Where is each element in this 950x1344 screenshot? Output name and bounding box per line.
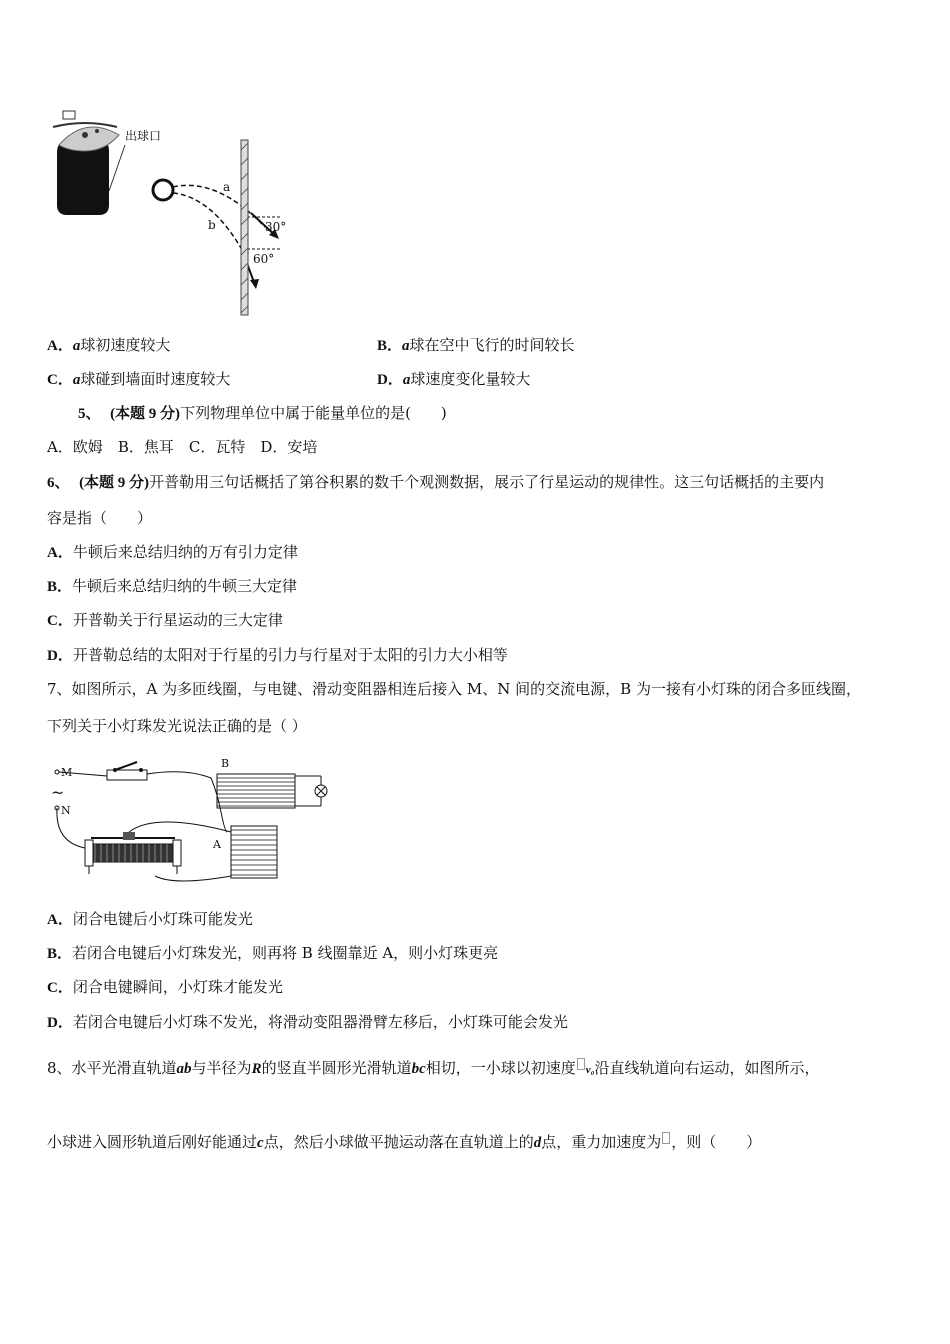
ac-symbol: ~ [51, 783, 65, 802]
rheostat [85, 832, 181, 874]
q5-question: 5、 (本题 9 分)下列物理单位中属于能量单位的是( ) [78, 404, 447, 422]
q7-option-d[interactable]: D．若闭合电键后小灯珠不发光，将滑动变阻器滑臂左移后，小灯珠可能会发光 [47, 1013, 568, 1031]
path-a-label: a [223, 180, 231, 194]
coil-a-label: A [213, 838, 221, 851]
wall [241, 140, 248, 315]
q6-option-d[interactable]: D．开普勒总结的太阳对于行星的引力与行星对于太阳的引力大小相等 [47, 646, 508, 664]
q7-question-line1: 7、如图所示，A 为多匝线圈，与电键、滑动变阻器相连后接入 M、N 间的交流电源，B 为一接有小灯珠的闭合多匝线圈， [47, 680, 861, 698]
coil-circuit-figure [45, 752, 335, 892]
projectile-figure [45, 105, 310, 320]
exit-label: 出球口 [125, 129, 162, 143]
angle-60-label: 60° [253, 252, 275, 266]
q4-option-d[interactable]: D．a球速度变化量较大 [377, 370, 531, 388]
coil-b-label: B [221, 757, 230, 770]
path-a [173, 185, 265, 227]
q7-option-b[interactable]: B．若闭合电键后小灯珠发光，则再将 B 线圈靠近 A，则小灯珠更亮 [47, 944, 499, 962]
q7-option-c[interactable]: C．闭合电键瞬间，小灯珠才能发光 [47, 978, 283, 996]
terminal-m-label: M [61, 766, 73, 779]
missing-glyph [662, 1132, 670, 1144]
coil-b [217, 757, 327, 808]
q4-option-c[interactable]: C．a球碰到墙面时速度较大 [47, 370, 231, 388]
q6-question-line2: 容是指（ ） [47, 509, 153, 527]
q4-option-a[interactable]: A．a球初速度较大 [47, 336, 171, 354]
q4-option-b[interactable]: B．a球在空中飞行的时间较长 [377, 336, 575, 354]
ball [153, 180, 173, 200]
path-b-label: b [208, 218, 216, 232]
q8-question-line2: 小球进入圆形轨道后刚好能通过c点，然后小球做平抛运动落在直轨道上的d点，重力加速度为 ，则（ ） [47, 1133, 762, 1151]
q6-option-c[interactable]: C．开普勒关于行星运动的三大定律 [47, 611, 283, 629]
q7-question-line2: 下列关于小灯珠发光说法正确的是（ ） [47, 717, 307, 735]
q5-options[interactable]: A．欧姆 B．焦耳 C．瓦特 D．安培 [47, 438, 318, 456]
q8-question-line1: 8、水平光滑直轨道ab与半径为R的竖直半圆形光滑轨道bc相切，一小球以初速度 v₀沿直线轨道向右运动，如图所示， [47, 1059, 820, 1077]
coil-a [212, 826, 277, 878]
ball-machine [53, 111, 125, 215]
q6-option-b[interactable]: B．牛顿后来总结归纳的牛顿三大定律 [47, 577, 298, 595]
q6-question-line1: 6、 (本题 9 分)开普勒用三句话概括了第谷积累的数千个观测数据，展示了行星运动的规律性。这三句话概括的主要内 [47, 473, 825, 491]
q6-option-a[interactable]: A．牛顿后来总结归纳的万有引力定律 [47, 543, 298, 561]
q7-option-a[interactable]: A．闭合电键后小灯珠可能发光 [47, 910, 253, 928]
terminal-n-label: N [61, 804, 71, 817]
angle-30-label: 30° [265, 220, 287, 234]
missing-glyph [577, 1058, 585, 1070]
